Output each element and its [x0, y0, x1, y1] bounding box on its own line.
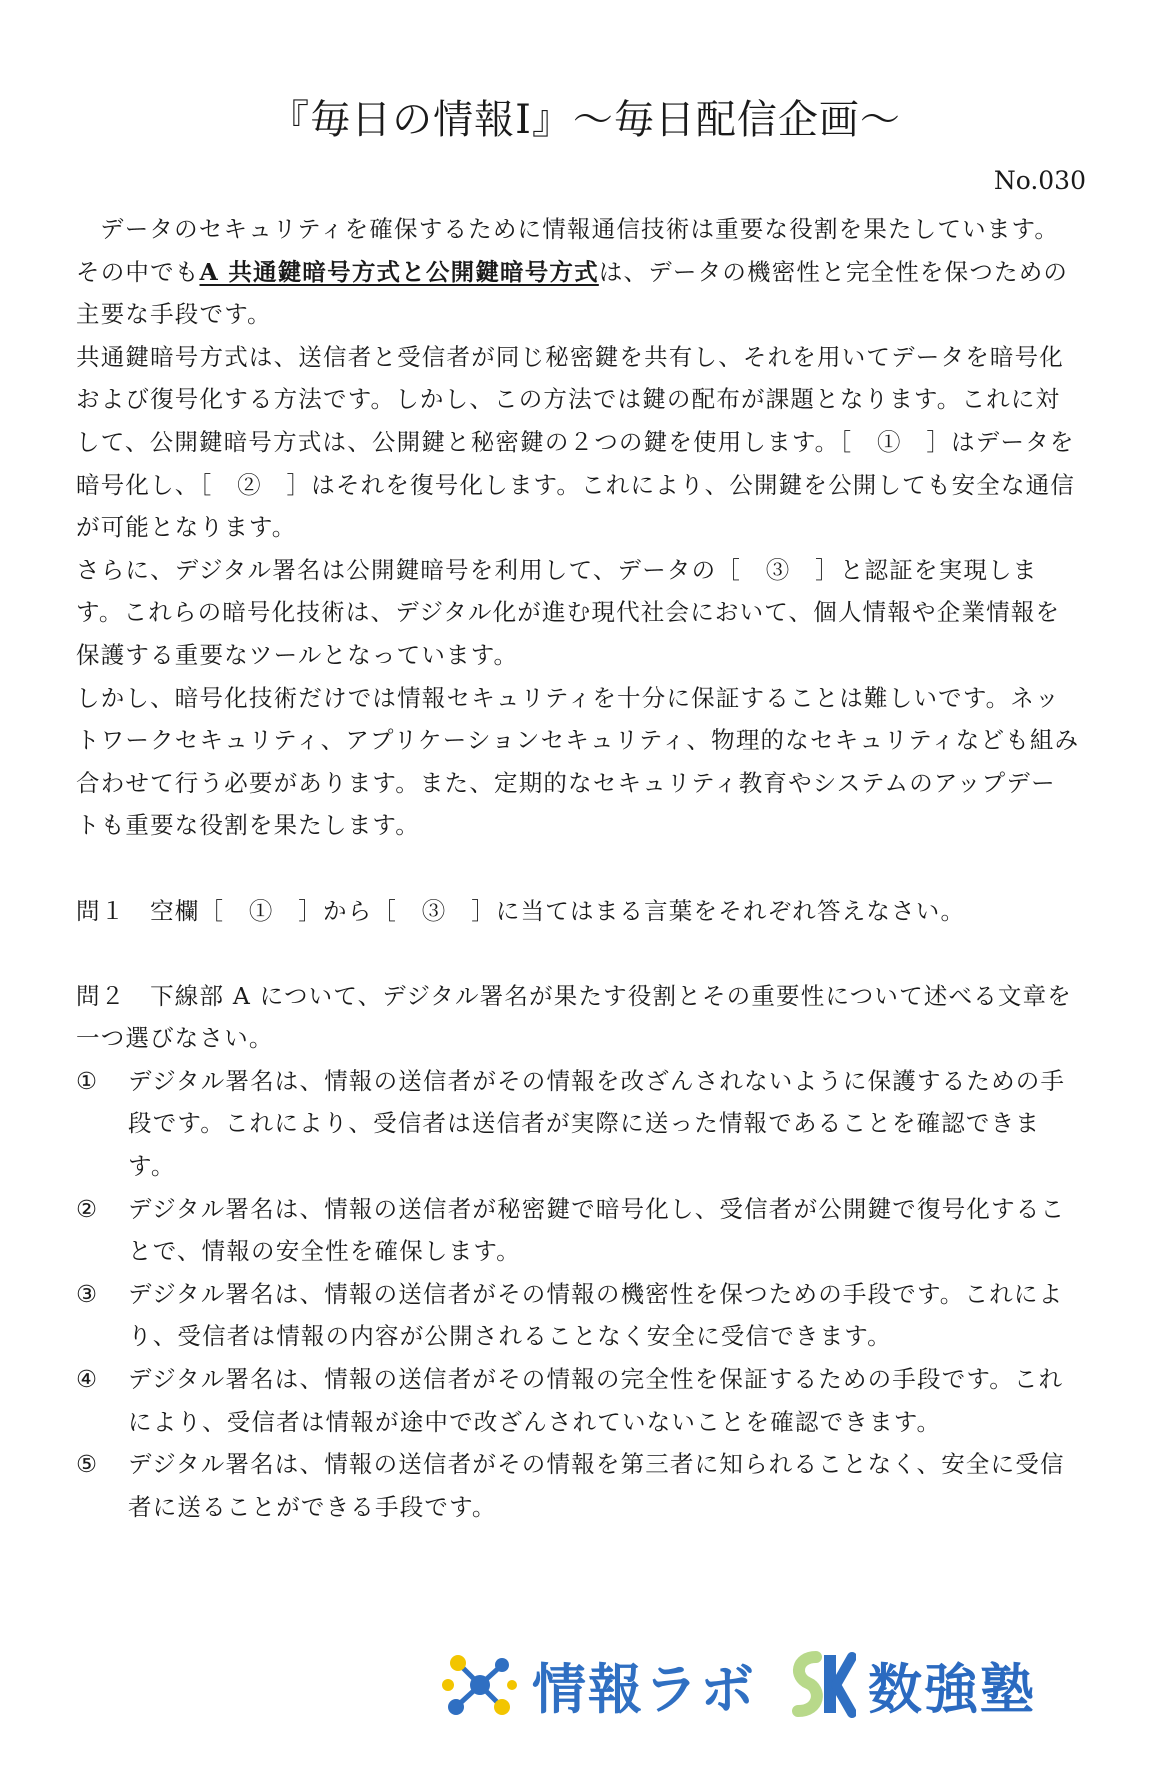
paragraph-1 — [76, 208, 1080, 336]
paragraph-4: しかし、暗号化技術だけでは情報セキュリティを十分に保証することは難しいです。ネットワークセキュリティ、アプリケーションセキュリティ、物理的なセキュリティなども組み合わせて行う必要があります。また、定期的なセキュリティ教育やシステムのアップデートも重要な役割を果たします。 — [76, 683, 1080, 840]
choice-number: ④ — [76, 1365, 99, 1394]
choice-item — [76, 1188, 1080, 1273]
choice-text: デジタル署名は、情報の送信者がその情報を第三者に知られることなく、安全に受信者に送ることができる手段です。 — [128, 1450, 1065, 1521]
page-title: 『毎日の情報Ⅰ』〜毎日配信企画〜 — [269, 97, 901, 143]
document-body — [76, 208, 1080, 1528]
choice-number: ① — [76, 1066, 99, 1095]
spacer — [76, 932, 1080, 975]
question-1: 問１ 空欄［ ① ］から［ ③ ］に当てはまる言葉をそれぞれ答えなさい。 — [76, 896, 966, 925]
answer-choices — [76, 1060, 1080, 1529]
choice-text: デジタル署名は、情報の送信者がその情報を改ざんされないように保護するための手段です。これにより、受信者は送信者が実際に送った情報であることを確認できます。 — [128, 1066, 1066, 1181]
document-number: No.030 — [993, 166, 1086, 195]
logo-sukyojuku: 数強塾 — [868, 1657, 1036, 1721]
molecule-icon — [440, 1645, 520, 1725]
choice-item — [76, 1060, 1080, 1188]
paragraph-2: 共通鍵暗号方式は、送信者と受信者が同じ秘密鍵を共有し、それを用いてデータを暗号化および復号化する方法です。しかし、この方法では鍵の配布が課題となります。これに対して、公開鍵暗号方式は、公開鍵と秘密鍵の２つの鍵を使用します。［ ① ］はデータを暗号化し、［ ② ］はそれを復号化します。これにより、公開鍵を公開しても安全な通信が可能となります。 — [76, 342, 1076, 542]
spacer — [76, 847, 1080, 890]
choice-text: デジタル署名は、情報の送信者がその情報の完全性を保証するための手段です。これにより、受信者は情報が途中で改ざんされていないことを確認できます。 — [128, 1365, 1064, 1436]
choice-item — [76, 1443, 1080, 1528]
paragraph-3: さらに、デジタル署名は公開鍵暗号を利用して、データの［ ③ ］と認証を実現します。これらの暗号化技術は、デジタル化が進む現代社会において、個人情報や企業情報を保護する重要なツールとなっています。 — [76, 555, 1061, 669]
choice-item — [76, 1273, 1080, 1358]
choice-number: ③ — [76, 1279, 99, 1308]
question-2: 問２ 下線部 A について、デジタル署名が果たす役割とその重要性について述べる文章を一つ選びなさい。 — [76, 981, 1072, 1053]
sk-logo-icon — [786, 1645, 856, 1725]
choice-number: ⑤ — [76, 1450, 99, 1479]
paragraph-1-end: は、データの機密性と完全性を保つための主要な手段です。 — [76, 257, 1069, 329]
footer-logos — [440, 1640, 1080, 1730]
underlined-term-a: A 共通鍵暗号方式と公開鍵暗号方式 — [199, 257, 599, 286]
logo-joho-lab: 情報ラボ — [532, 1657, 756, 1721]
paragraph-1-start: データのセキュリティを確保するために情報通信技術は重要な役割を果たしています。その中でも — [76, 215, 1060, 286]
choice-text: デジタル署名は、情報の送信者が秘密鍵で暗号化し、受信者が公開鍵で復号化することで、情報の安全性を確保します。 — [128, 1194, 1066, 1266]
choice-number: ② — [76, 1194, 99, 1223]
choice-text: デジタル署名は、情報の送信者がその情報の機密性を保つための手段です。これにより、受信者は情報の内容が公開されることなく安全に受信できます。 — [128, 1279, 1064, 1351]
choice-item — [76, 1358, 1080, 1443]
